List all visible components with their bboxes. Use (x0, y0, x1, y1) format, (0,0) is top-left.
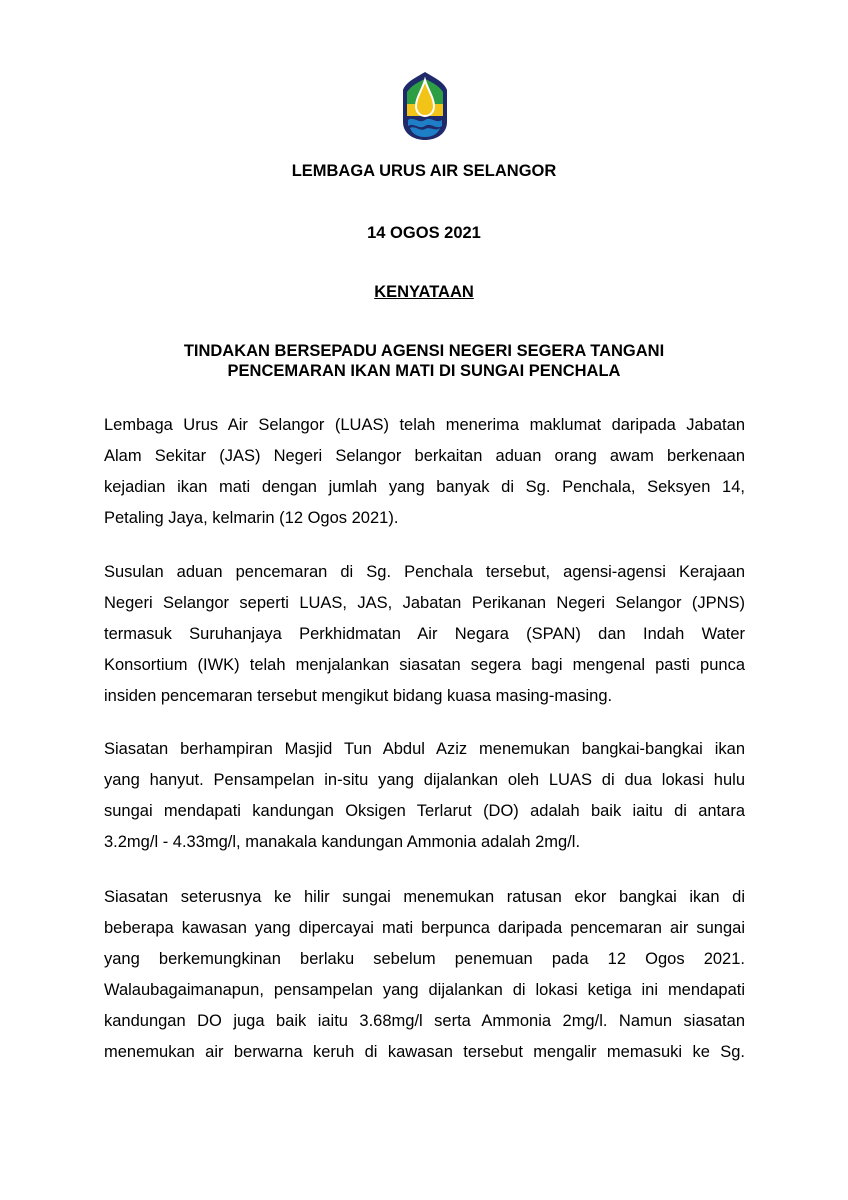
paragraph-line: Walaubagaimanapun, pensampelan yang dijalankan di lokasi ketiga ini mendapati (104, 981, 745, 999)
paragraph-1 (104, 410, 745, 534)
paragraph-line: insiden pencemaran tersebut mengikut bidang kuasa masing-masing. (104, 687, 613, 705)
statement-title-line-2: PENCEMARAN IKAN MATI DI SUNGAI PENCHALA (227, 362, 621, 380)
paragraph-line: Alam Sekitar (JAS) Negeri Selangor berkaitan aduan orang awam berkenaan (104, 447, 745, 465)
organization-name: LEMBAGA URUS AIR SELANGOR (291, 162, 557, 180)
paragraph-line: termasuk Suruhanjaya Perkhidmatan Air Negara (SPAN) dan Indah Water (104, 625, 745, 643)
paragraph-3 (104, 734, 745, 858)
paragraph-line: Susulan aduan pencemaran di Sg. Penchala tersebut, agensi-agensi Kerajaan (104, 563, 745, 581)
statement-label: KENYATAAN (374, 283, 474, 301)
paragraph-line: sungai mendapati kandungan Oksigen Terlarut (DO) adalah baik iaitu di antara (104, 802, 745, 820)
paragraph-line: kandungan DO juga baik iaitu 3.68mg/l serta Ammonia 2mg/l. Namun siasatan (104, 1012, 745, 1030)
paragraph-line: beberapa kawasan yang dipercayai mati berpunca daripada pencemaran air sungai (104, 919, 745, 937)
paragraph-line: Lembaga Urus Air Selangor (LUAS) telah menerima maklumat daripada Jabatan (104, 416, 745, 434)
paragraph-line: Konsortium (IWK) telah menjalankan siasatan segera bagi mengenal pasti punca (104, 656, 745, 674)
release-date: 14 OGOS 2021 (367, 224, 481, 242)
statement-title (0, 341, 848, 381)
paragraph-line: kejadian ikan mati dengan jumlah yang banyak di Sg. Penchala, Seksyen 14, (104, 478, 745, 496)
paragraph-2 (104, 557, 745, 712)
luas-logo (400, 70, 450, 142)
statement-title-line-1: TINDAKAN BERSEPADU AGENSI NEGERI SEGERA TANGANI (183, 342, 665, 360)
paragraph-line: Siasatan berhampiran Masjid Tun Abdul Aziz menemukan bangkai-bangkai ikan (104, 740, 745, 758)
paragraph-line: 3.2mg/l - 4.33mg/l, manakala kandungan Ammonia adalah 2mg/l. (104, 833, 581, 851)
paragraph-4 (104, 882, 745, 1068)
paragraph-line: Negeri Selangor seperti LUAS, JAS, Jabatan Perikanan Negeri Selangor (JPNS) (104, 594, 745, 612)
paragraph-line: yang berkemungkinan berlaku sebelum penemuan pada 12 Ogos 2021. (104, 950, 745, 968)
paragraph-line: Petaling Jaya, kelmarin (12 Ogos 2021). (104, 509, 399, 527)
paragraph-line: yang hanyut. Pensampelan in-situ yang dijalankan oleh LUAS di dua lokasi hulu (104, 771, 745, 789)
paragraph-line: menemukan air berwarna keruh di kawasan tersebut mengalir memasuki ke Sg. (104, 1043, 745, 1061)
paragraph-line: Siasatan seterusnya ke hilir sungai menemukan ratusan ekor bangkai ikan di (104, 888, 745, 906)
